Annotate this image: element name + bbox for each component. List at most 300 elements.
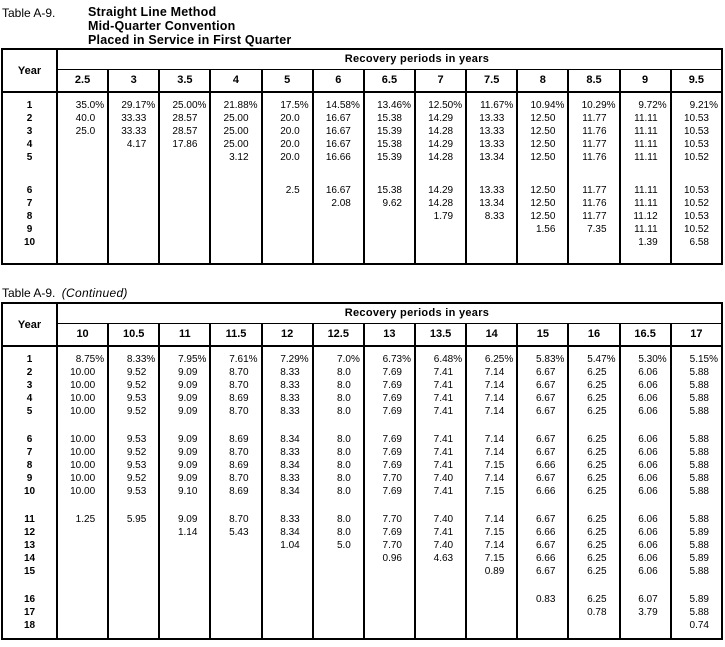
- rate-cell: 10.52: [671, 197, 722, 210]
- table1-caption: [0, 0, 725, 47]
- rate-cell: [210, 210, 261, 223]
- empty-cell: [57, 578, 108, 593]
- rate-cell: 7.41: [415, 392, 466, 405]
- year-cell: 10: [2, 485, 57, 498]
- year-row-7: [2, 197, 722, 210]
- rate-cell: 7.69: [364, 526, 415, 539]
- rate-cell: 6.06: [620, 552, 671, 565]
- year-cell: 7: [2, 446, 57, 459]
- rate-cell: 20.0: [262, 112, 313, 125]
- rate-cell: [313, 552, 364, 565]
- recovery-period-header-17: 17: [671, 324, 722, 347]
- empty-cell: [415, 418, 466, 433]
- rate-cell: 14.29: [415, 138, 466, 151]
- rate-cell: 7.69: [364, 485, 415, 498]
- rate-cell: 8.33: [262, 446, 313, 459]
- year-cell: 15: [2, 565, 57, 578]
- empty-cell: [620, 164, 671, 184]
- rate-cell: 10.53: [671, 184, 722, 197]
- rate-cell: 10.00: [57, 433, 108, 446]
- rate-cell: 29.17%: [108, 92, 159, 112]
- year-cell: 12: [2, 526, 57, 539]
- rate-cell: 1.79: [415, 210, 466, 223]
- rate-cell: 25.00: [210, 125, 261, 138]
- rate-cell: 6.06: [620, 485, 671, 498]
- rate-cell: 9.53: [108, 433, 159, 446]
- rate-cell: 6.25: [568, 405, 619, 418]
- rate-cell: [466, 619, 517, 632]
- rate-cell: 20.0: [262, 138, 313, 151]
- rate-cell: 6.67: [517, 405, 568, 418]
- recovery-period-header-13.5: 13.5: [415, 324, 466, 347]
- span-header-row: [2, 303, 722, 324]
- year-cell: 5: [2, 405, 57, 418]
- rate-cell: 6.66: [517, 526, 568, 539]
- rate-cell: 14.29: [415, 184, 466, 197]
- rate-cell: [159, 151, 210, 164]
- rate-cell: 6.25: [568, 565, 619, 578]
- recovery-period-header-15: 15: [517, 324, 568, 347]
- empty-cell: [415, 578, 466, 593]
- rate-cell: 7.69: [364, 405, 415, 418]
- rate-cell: 12.50%: [415, 92, 466, 112]
- rate-cell: 13.33: [466, 112, 517, 125]
- year-row-2: [2, 366, 722, 379]
- rate-cell: 11.12: [620, 210, 671, 223]
- empty-cell: [517, 249, 568, 264]
- empty-cell: [466, 632, 517, 639]
- empty-cell: [517, 578, 568, 593]
- filler-row: [2, 249, 722, 264]
- rate-cell: 7.69: [364, 366, 415, 379]
- rate-cell: [313, 619, 364, 632]
- year-row-6: [2, 433, 722, 446]
- empty-cell: [2, 498, 57, 513]
- rate-cell: 25.00: [210, 138, 261, 151]
- recovery-periods-span-header: Recovery periods in years: [57, 49, 722, 70]
- empty-cell: [517, 164, 568, 184]
- empty-cell: [313, 249, 364, 264]
- rate-cell: 1.25: [57, 513, 108, 526]
- rate-cell: 11.76: [568, 197, 619, 210]
- rate-cell: 25.00: [210, 112, 261, 125]
- rate-cell: 16.67: [313, 184, 364, 197]
- rate-cell: 7.41: [415, 446, 466, 459]
- rate-cell: [108, 210, 159, 223]
- rate-cell: 1.39: [620, 236, 671, 249]
- year-cell: 7: [2, 197, 57, 210]
- title-line-3: Placed in Service in First Quarter: [88, 33, 292, 47]
- rate-cell: 9.09: [159, 513, 210, 526]
- rate-cell: 7.35: [568, 223, 619, 236]
- rate-cell: [108, 565, 159, 578]
- rate-cell: 6.67: [517, 472, 568, 485]
- empty-cell: [517, 418, 568, 433]
- rate-cell: 9.09: [159, 472, 210, 485]
- rate-cell: 17.86: [159, 138, 210, 151]
- rate-cell: 9.09: [159, 379, 210, 392]
- rate-cell: 12.50: [517, 125, 568, 138]
- rate-cell: 13.33: [466, 138, 517, 151]
- rate-cell: 7.41: [415, 526, 466, 539]
- rate-cell: 6.06: [620, 366, 671, 379]
- rate-cell: 8.0: [313, 526, 364, 539]
- rate-cell: [364, 210, 415, 223]
- rate-cell: 6.67: [517, 379, 568, 392]
- rate-cell: 20.0: [262, 151, 313, 164]
- table-label: Table A-9.: [2, 6, 56, 20]
- rate-cell: [313, 236, 364, 249]
- rate-cell: 6.25: [568, 539, 619, 552]
- rate-cell: 9.53: [108, 392, 159, 405]
- rate-cell: 7.41: [415, 366, 466, 379]
- rate-cell: 15.38: [364, 112, 415, 125]
- rate-cell: [108, 606, 159, 619]
- rate-cell: [159, 565, 210, 578]
- empty-cell: [313, 164, 364, 184]
- span-header-row: [2, 49, 722, 70]
- empty-cell: [415, 632, 466, 639]
- rate-cell: [108, 197, 159, 210]
- rate-cell: [159, 184, 210, 197]
- empty-cell: [671, 418, 722, 433]
- empty-cell: [620, 578, 671, 593]
- rate-cell: [415, 236, 466, 249]
- rate-cell: 7.14: [466, 405, 517, 418]
- empty-cell: [210, 249, 261, 264]
- year-row-14: [2, 552, 722, 565]
- rate-cell: 11.11: [620, 112, 671, 125]
- rate-cell: [415, 223, 466, 236]
- rate-cell: [108, 526, 159, 539]
- continued-suffix: (Continued): [61, 286, 128, 300]
- rate-cell: 6.73%: [364, 346, 415, 366]
- rate-cell: 6.06: [620, 405, 671, 418]
- empty-cell: [57, 498, 108, 513]
- empty-cell: [671, 164, 722, 184]
- rate-cell: [57, 223, 108, 236]
- rate-cell: [159, 223, 210, 236]
- rate-cell: 33.33: [108, 112, 159, 125]
- rate-cell: [313, 606, 364, 619]
- rate-cell: 7.70: [364, 513, 415, 526]
- rate-cell: 14.29: [415, 112, 466, 125]
- empty-cell: [262, 418, 313, 433]
- rate-cell: [159, 552, 210, 565]
- rate-cell: 6.25: [568, 446, 619, 459]
- rate-cell: 7.61%: [210, 346, 261, 366]
- rate-cell: [57, 151, 108, 164]
- rate-cell: 6.07: [620, 593, 671, 606]
- empty-cell: [415, 498, 466, 513]
- rate-cell: [57, 565, 108, 578]
- rate-cell: 6.67: [517, 565, 568, 578]
- rate-cell: 17.5%: [262, 92, 313, 112]
- rate-cell: 4.17: [108, 138, 159, 151]
- recovery-period-header-10.5: 10.5: [108, 324, 159, 347]
- rate-cell: 8.69: [210, 459, 261, 472]
- rate-cell: 7.14: [466, 513, 517, 526]
- rate-cell: [313, 593, 364, 606]
- year-row-6: [2, 184, 722, 197]
- rate-cell: 8.75%: [57, 346, 108, 366]
- rate-cell: 2.5: [262, 184, 313, 197]
- empty-cell: [364, 418, 415, 433]
- rate-cell: 8.70: [210, 472, 261, 485]
- rate-cell: 5.95: [108, 513, 159, 526]
- rate-cell: 6.25: [568, 366, 619, 379]
- year-cell: 10: [2, 236, 57, 249]
- empty-cell: [108, 498, 159, 513]
- year-row-3: [2, 125, 722, 138]
- rate-cell: 5.88: [671, 433, 722, 446]
- rate-cell: [57, 619, 108, 632]
- rate-cell: [517, 236, 568, 249]
- year-cell: 13: [2, 539, 57, 552]
- year-row-13: [2, 539, 722, 552]
- empty-cell: [466, 498, 517, 513]
- recovery-period-header-16.5: 16.5: [620, 324, 671, 347]
- rate-cell: 7.69: [364, 446, 415, 459]
- rate-cell: 7.69: [364, 459, 415, 472]
- rate-cell: 8.33: [262, 379, 313, 392]
- rate-cell: 5.89: [671, 552, 722, 565]
- rate-cell: [262, 565, 313, 578]
- rate-cell: 9.52: [108, 379, 159, 392]
- rate-cell: 7.40: [415, 472, 466, 485]
- rate-cell: 0.78: [568, 606, 619, 619]
- rate-cell: 9.09: [159, 392, 210, 405]
- rate-cell: 15.39: [364, 151, 415, 164]
- rate-cell: [210, 565, 261, 578]
- rate-cell: 8.33: [262, 392, 313, 405]
- recovery-period-header-7: 7: [415, 70, 466, 93]
- rate-cell: 6.06: [620, 433, 671, 446]
- year-cell: 4: [2, 392, 57, 405]
- rate-cell: [159, 619, 210, 632]
- rate-cell: 9.21%: [671, 92, 722, 112]
- rate-cell: [108, 539, 159, 552]
- rate-cell: 40.0: [57, 112, 108, 125]
- rate-cell: [466, 236, 517, 249]
- year-cell: 18: [2, 619, 57, 632]
- rate-cell: 1.14: [159, 526, 210, 539]
- empty-cell: [210, 498, 261, 513]
- year-row-1: [2, 346, 722, 366]
- year-cell: 1: [2, 92, 57, 112]
- rate-cell: 8.33: [262, 405, 313, 418]
- rate-cell: 8.69: [210, 392, 261, 405]
- rate-cell: [108, 552, 159, 565]
- year-row-12: [2, 526, 722, 539]
- rate-cell: 6.25: [568, 526, 619, 539]
- rate-cell: 8.33: [466, 210, 517, 223]
- year-cell: 8: [2, 459, 57, 472]
- rate-cell: 9.53: [108, 459, 159, 472]
- rate-cell: 6.06: [620, 379, 671, 392]
- rate-cell: 9.09: [159, 459, 210, 472]
- rate-cell: 33.33: [108, 125, 159, 138]
- year-cell: 6: [2, 184, 57, 197]
- rate-cell: 6.06: [620, 459, 671, 472]
- table1-body: [2, 92, 722, 264]
- rate-cell: 9.52: [108, 366, 159, 379]
- rate-cell: 0.83: [517, 593, 568, 606]
- rate-cell: 3.12: [210, 151, 261, 164]
- table2-body: [2, 346, 722, 639]
- empty-cell: [568, 498, 619, 513]
- rate-cell: 6.66: [517, 485, 568, 498]
- rate-cell: 6.67: [517, 513, 568, 526]
- empty-cell: [57, 418, 108, 433]
- empty-cell: [313, 418, 364, 433]
- empty-cell: [466, 418, 517, 433]
- empty-cell: [671, 578, 722, 593]
- empty-cell: [466, 578, 517, 593]
- year-row-11: [2, 513, 722, 526]
- rate-cell: 6.25: [568, 513, 619, 526]
- year-cell: 9: [2, 223, 57, 236]
- rate-cell: [57, 236, 108, 249]
- rate-cell: [313, 223, 364, 236]
- rate-cell: [262, 619, 313, 632]
- empty-cell: [2, 578, 57, 593]
- rate-cell: 7.41: [415, 379, 466, 392]
- rate-cell: [159, 593, 210, 606]
- rate-cell: 8.0: [313, 446, 364, 459]
- rate-cell: 20.0: [262, 125, 313, 138]
- rate-cell: 10.52: [671, 223, 722, 236]
- rate-cell: 12.50: [517, 210, 568, 223]
- rate-cell: [262, 593, 313, 606]
- filler-row: [2, 632, 722, 639]
- year-row-7: [2, 446, 722, 459]
- spacer-row: [2, 498, 722, 513]
- rate-cell: 7.14: [466, 366, 517, 379]
- spacer-row: [2, 418, 722, 433]
- rate-cell: [568, 619, 619, 632]
- rate-cell: 7.69: [364, 392, 415, 405]
- year-cell: 2: [2, 366, 57, 379]
- empty-cell: [210, 578, 261, 593]
- rate-cell: 7.14: [466, 433, 517, 446]
- year-row-10: [2, 236, 722, 249]
- rate-cell: 8.70: [210, 513, 261, 526]
- rate-cell: 11.76: [568, 151, 619, 164]
- rate-cell: 0.89: [466, 565, 517, 578]
- rate-cell: 8.0: [313, 366, 364, 379]
- empty-cell: [262, 164, 313, 184]
- rate-cell: 8.0: [313, 379, 364, 392]
- empty-cell: [364, 164, 415, 184]
- empty-cell: [415, 249, 466, 264]
- rate-cell: 10.53: [671, 112, 722, 125]
- empty-cell: [568, 578, 619, 593]
- recovery-period-header-3: 3: [108, 70, 159, 93]
- rate-cell: 8.0: [313, 472, 364, 485]
- year-cell: 3: [2, 379, 57, 392]
- rate-cell: 3.79: [620, 606, 671, 619]
- empty-cell: [466, 249, 517, 264]
- rate-cell: [466, 606, 517, 619]
- rate-cell: 1.56: [517, 223, 568, 236]
- rate-cell: [159, 197, 210, 210]
- rate-cell: 9.09: [159, 446, 210, 459]
- rate-cell: 13.46%: [364, 92, 415, 112]
- rate-cell: 12.50: [517, 112, 568, 125]
- rate-cell: [415, 593, 466, 606]
- rate-cell: 6.25: [568, 433, 619, 446]
- rate-cell: 15.39: [364, 125, 415, 138]
- empty-cell: [364, 632, 415, 639]
- empty-cell: [262, 632, 313, 639]
- rate-cell: 8.33: [262, 366, 313, 379]
- rate-cell: 8.34: [262, 526, 313, 539]
- recovery-period-header-2.5: 2.5: [57, 70, 108, 93]
- rate-cell: 8.34: [262, 485, 313, 498]
- empty-cell: [108, 249, 159, 264]
- rate-cell: 7.95%: [159, 346, 210, 366]
- rate-cell: 0.96: [364, 552, 415, 565]
- empty-cell: [210, 632, 261, 639]
- recovery-period-header-5: 5: [262, 70, 313, 93]
- rate-cell: 9.53: [108, 485, 159, 498]
- recovery-period-header-11: 11: [159, 324, 210, 347]
- rate-cell: 5.88: [671, 472, 722, 485]
- rate-cell: [159, 236, 210, 249]
- empty-cell: [364, 498, 415, 513]
- rate-cell: 13.33: [466, 184, 517, 197]
- table2-caption: [2, 286, 725, 300]
- rate-cell: 11.76: [568, 125, 619, 138]
- recovery-period-header-3.5: 3.5: [159, 70, 210, 93]
- rate-cell: 8.70: [210, 446, 261, 459]
- empty-cell: [262, 578, 313, 593]
- rate-cell: 5.30%: [620, 346, 671, 366]
- rate-cell: 8.70: [210, 405, 261, 418]
- rate-cell: 28.57: [159, 112, 210, 125]
- rate-cell: [364, 565, 415, 578]
- rate-cell: [108, 236, 159, 249]
- rate-cell: 9.09: [159, 405, 210, 418]
- rate-cell: 25.00%: [159, 92, 210, 112]
- empty-cell: [568, 632, 619, 639]
- rate-cell: 7.15: [466, 526, 517, 539]
- recovery-period-header-7.5: 7.5: [466, 70, 517, 93]
- year-cell: 14: [2, 552, 57, 565]
- period-header-row: [2, 324, 722, 347]
- empty-cell: [262, 498, 313, 513]
- rate-cell: [210, 539, 261, 552]
- rate-cell: 8.69: [210, 485, 261, 498]
- year-row-16: [2, 593, 722, 606]
- rate-cell: [262, 197, 313, 210]
- recovery-period-header-4: 4: [210, 70, 261, 93]
- empty-cell: [57, 249, 108, 264]
- rate-cell: 7.15: [466, 459, 517, 472]
- recovery-period-header-14: 14: [466, 324, 517, 347]
- empty-cell: [671, 498, 722, 513]
- rate-cell: 8.0: [313, 485, 364, 498]
- recovery-period-header-9.5: 9.5: [671, 70, 722, 93]
- rate-cell: 6.25: [568, 552, 619, 565]
- year-row-18: [2, 619, 722, 632]
- year-row-1: [2, 92, 722, 112]
- rate-cell: [364, 619, 415, 632]
- rate-cell: 10.52: [671, 151, 722, 164]
- rate-cell: [313, 565, 364, 578]
- rate-cell: [364, 606, 415, 619]
